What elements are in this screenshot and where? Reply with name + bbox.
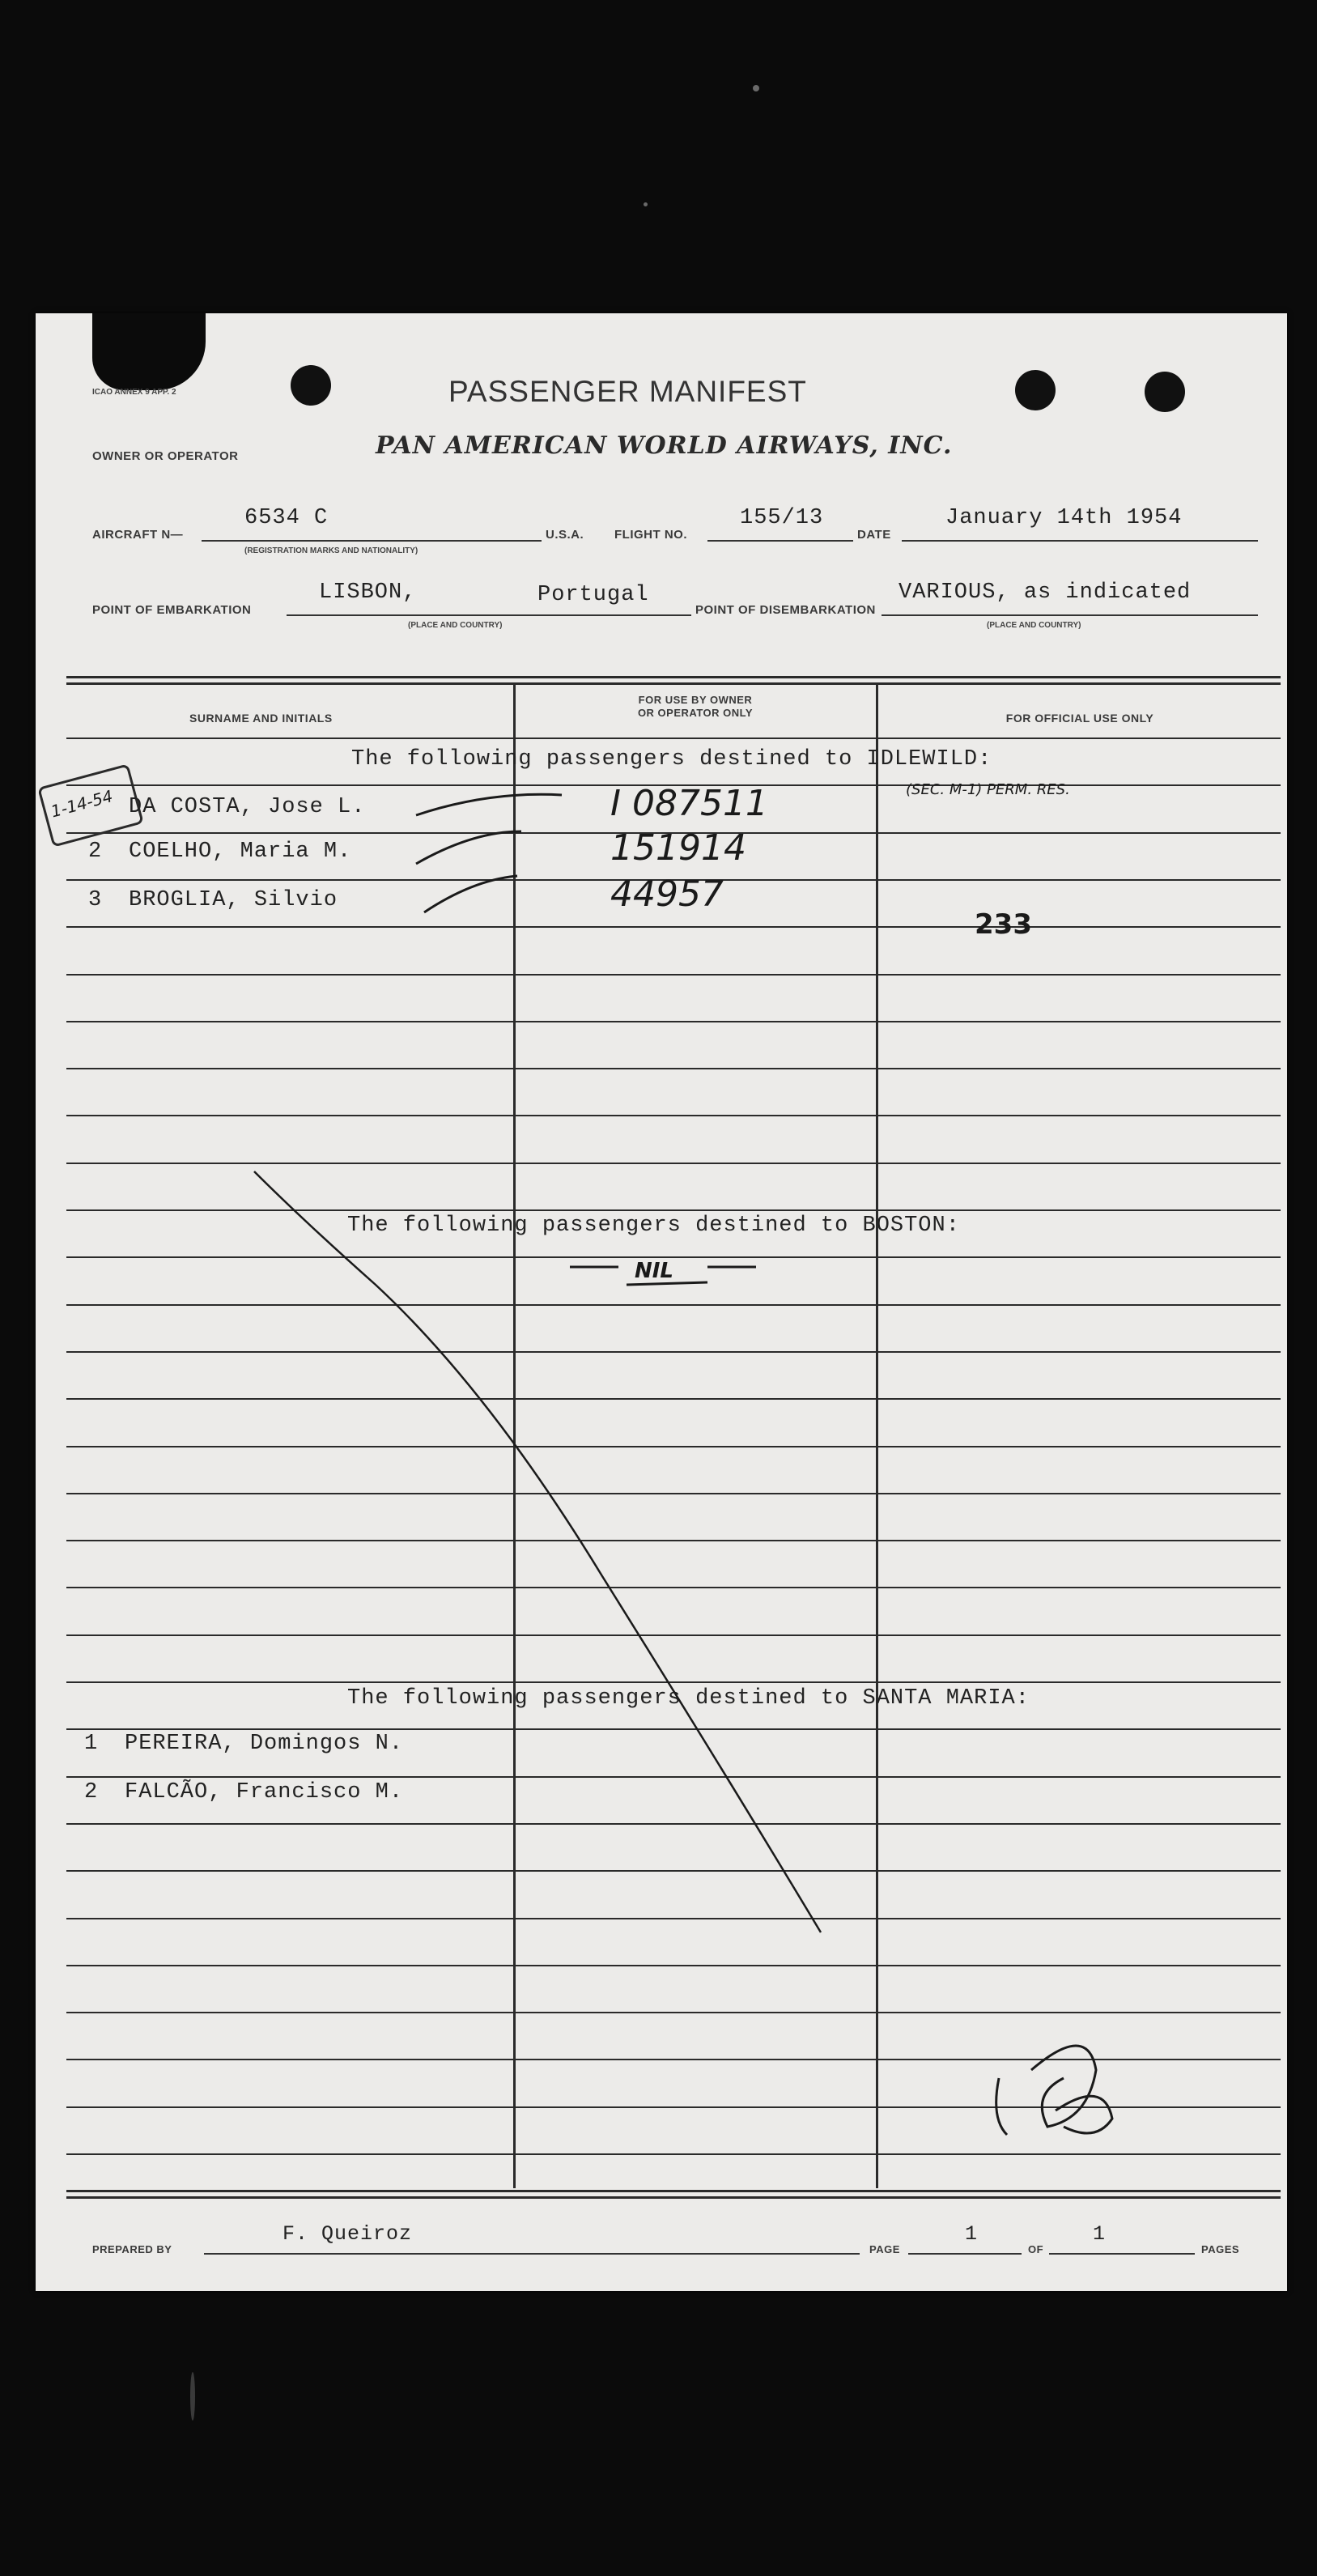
- dust-speck: [190, 2372, 195, 2421]
- aircraft-label: AIRCRAFT N—: [92, 528, 184, 542]
- prepared-label: PREPARED BY: [92, 2243, 172, 2255]
- flight-label: FLIGHT NO.: [614, 528, 687, 542]
- pages-label: PAGES: [1201, 2243, 1240, 2255]
- page-title: PASSENGER MANIFEST: [448, 375, 807, 408]
- disembark-label: POINT OF DISEMBARKATION: [695, 603, 876, 617]
- section-heading-santa-maria: The following passengers destined to SANTA MARIA:: [347, 1686, 1030, 1711]
- embark-country: Portugal: [537, 583, 649, 607]
- handwriting-overlay: [36, 313, 1287, 2291]
- owner-label: OWNER OR OPERATOR: [92, 449, 239, 463]
- page-label: PAGE: [869, 2243, 900, 2255]
- passenger-name: FALCÃO, Francisco M.: [125, 1780, 404, 1804]
- passenger-code: 151914: [610, 827, 746, 869]
- passenger-name: BROGLIA, Silvio: [129, 888, 338, 912]
- passenger-number: 2: [88, 840, 103, 864]
- nil-underline: [627, 1282, 707, 1285]
- of-label: OF: [1028, 2243, 1044, 2255]
- disembark-sub: (PLACE AND COUNTRY): [987, 621, 1081, 630]
- flight-value: 155/13: [740, 506, 824, 530]
- of-value: 1: [1093, 2222, 1107, 2246]
- official-note: (SEC. M-1) PERM. RES.: [906, 781, 1070, 798]
- usa-label: U.S.A.: [546, 528, 584, 542]
- aircraft-value: 6534 C: [244, 506, 329, 530]
- aircraft-sub: (REGISTRATION MARKS AND NATIONALITY): [244, 546, 418, 555]
- prepared-value: F. Queiroz: [283, 2222, 413, 2246]
- of-underline: [1049, 2253, 1195, 2255]
- passenger-name: COELHO, Maria M.: [129, 840, 352, 864]
- embark-label: POINT OF EMBARKATION: [92, 603, 252, 617]
- embark-city: LISBON,: [319, 580, 417, 605]
- passenger-number: 2: [84, 1780, 99, 1804]
- passenger-number: 3: [88, 888, 103, 912]
- embark-sub: (PLACE AND COUNTRY): [408, 621, 503, 630]
- date-label: DATE: [857, 528, 891, 542]
- check-mark: [416, 831, 521, 864]
- passenger-name: PEREIRA, Domingos N.: [125, 1732, 404, 1756]
- check-mark: [416, 794, 562, 815]
- passenger-number: 1: [84, 1732, 99, 1756]
- passenger-name: DA COSTA, Jose L.: [129, 795, 366, 819]
- prepared-underline: [204, 2253, 860, 2255]
- passenger-code: I 087511: [610, 783, 768, 824]
- page-underline: [908, 2253, 1022, 2255]
- col-header-official-use: FOR OFFICIAL USE ONLY: [1005, 712, 1154, 725]
- initials-signature: [996, 2046, 1112, 2135]
- passenger-code: 44957: [610, 874, 724, 915]
- col-header-owner-use: FOR USE BY OWNER OR OPERATOR ONLY: [637, 694, 754, 719]
- disembark-value: VARIOUS, as indicated: [899, 580, 1192, 605]
- col-header-surname: SURNAME AND INITIALS: [189, 712, 333, 725]
- page-value: 1: [965, 2222, 979, 2246]
- date-stamp-text: 1-14-54: [49, 786, 115, 822]
- manifest-page: [36, 313, 1287, 2291]
- section-heading-idlewild: The following passengers destined to IDLEWILD:: [351, 747, 992, 772]
- owner-value: PAN AMERICAN WORLD AIRWAYS, INC.: [376, 431, 953, 460]
- form-reference: ICAO ANNEX 9 APP. 2: [92, 388, 176, 397]
- official-note: 233: [975, 908, 1032, 941]
- section-heading-boston: The following passengers destined to BOSTON:: [347, 1214, 960, 1238]
- dust-speck: [753, 85, 759, 91]
- nil-entry: NIL: [635, 1259, 674, 1283]
- dust-speck: [644, 202, 648, 206]
- date-value: January 14th 1954: [945, 506, 1183, 530]
- check-mark: [424, 876, 517, 912]
- strike-diagonal: [254, 1171, 821, 1932]
